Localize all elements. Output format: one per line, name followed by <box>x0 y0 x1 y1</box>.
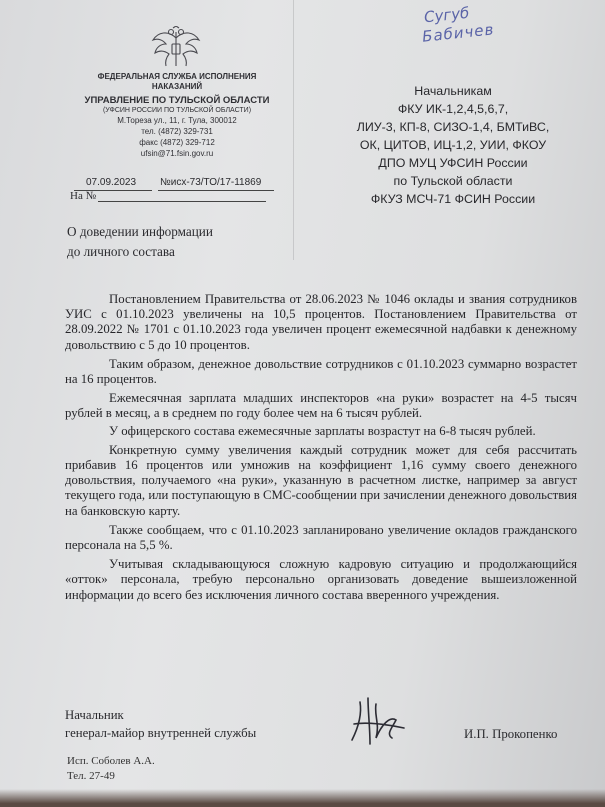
letter-body <box>65 292 577 607</box>
handwritten-note-line-2: Бабичев <box>421 20 496 46</box>
addressee-line: по Тульской области <box>393 174 513 188</box>
letterhead-org: ФЕДЕРАЛЬНАЯ СЛУЖБА ИСПОЛНЕНИЯ НАКАЗАНИЙ <box>97 72 257 91</box>
letterhead-department-short: (УФСИН РОССИИ ПО ТУЛЬСКОЙ ОБЛАСТИ) <box>102 107 252 114</box>
position-line-2: генерал-майор внутренней службы <box>65 726 257 740</box>
handwritten-note <box>420 4 540 52</box>
addressee-line: ФКУЗ МСЧ-71 ФСИН России <box>370 192 536 206</box>
position-line-1: Начальник <box>65 708 124 722</box>
letterhead-phone: тел. (4872) 329-731 <box>141 127 213 136</box>
letterhead-address: М.Тореза ул., 11, г. Тула, 300012 <box>117 116 237 125</box>
paper-fold <box>293 0 294 260</box>
reply-to-line <box>70 190 266 202</box>
document-number: №исх-73/ТО/17-11869 <box>160 177 262 188</box>
paragraph: У офицерского состава ежемесячные зарплаты возрастут на 6-8 тысяч рублей. <box>109 423 536 438</box>
document-date: 07.09.2023 <box>86 177 137 188</box>
double-headed-eagle-emblem-icon <box>150 26 202 70</box>
paragraph: Также сообщаем, что с 01.10.2023 запланировано увеличение окладов гражданского персонала на 5,5 %. <box>65 522 577 553</box>
addressee-line: ДПО МУЦ УФСИН России <box>378 156 528 170</box>
reply-to-label: На № <box>70 190 97 202</box>
addressee-line: ЛИУ-3, КП-8, СИЗО-1,4, БМТиВС, <box>356 120 550 134</box>
subject-line: до личного состава <box>67 244 175 259</box>
executor-info <box>67 754 155 784</box>
paragraph: Конкретную сумму увеличения каждый сотрудник может для себя рассчитать прибавив 16 процентов или умножив на коэффициент 1,16 сумму своего денежного довольствия, получаемого «на руки», указанную в расчетном листке, например за август текущего года, или поступающую в СМС-сообщении при зачислении денежного довольствия на банковскую карту. <box>65 442 577 518</box>
addressee-line: Начальникам <box>414 84 492 98</box>
handwritten-note-line-1: Сугуб <box>423 3 471 27</box>
executor-phone: Тел. 27-49 <box>67 770 115 782</box>
reply-to-underline <box>98 201 266 202</box>
letterhead-fax: факс (4872) 329-712 <box>139 138 215 147</box>
addressee-line: ФКУ ИК-1,2,4,5,6,7, <box>397 102 509 116</box>
signatory-name: И.П. Прокопенко <box>464 727 558 741</box>
subject <box>67 222 213 262</box>
signatory-position <box>65 706 256 742</box>
addressee-line: ОК, ЦИТОВ, ИЦ-1,2, УИИ, ФКОУ <box>359 138 547 152</box>
signature-icon <box>346 694 426 748</box>
paragraph: Таким образом, денежное довольствие сотрудников с 01.10.2023 суммарно возрастет на 16 процентов. <box>65 356 577 387</box>
paragraph: Ежемесячная зарплата младших инспекторов «на руки» возрастет на 4-5 тысяч рублей в месяц, а в среднем по году более чем на 6 тысяч рублей. <box>65 391 577 421</box>
table-surface-edge <box>0 789 605 807</box>
executor-name: Исп. Соболев А.А. <box>67 755 155 767</box>
paragraph: Учитывая складывающуюся сложную кадровую ситуацию и продолжающийся «отток» персонала, требую персонально организовать доведение вышеизложенной информации до всего без исключения личного состава вверенного учреждения. <box>65 557 577 602</box>
paragraph: Постановлением Правительства от 28.06.2023 № 1046 оклады и звания сотрудников УИС с 01.10.2023 увеличены на 10,5 процентов. Постановлением Правительства от 28.09.2022 № 1701 с 01.10.2023 года увеличен процент ежемесячной надбавки к денежному довольствию с 5 до 10 процентов. <box>65 292 577 352</box>
addressee-block <box>318 82 588 208</box>
letterhead-department: УПРАВЛЕНИЕ ПО ТУЛЬСКОЙ ОБЛАСТИ <box>84 95 270 106</box>
letterhead-email: ufsin@71.fsin.gov.ru <box>140 149 214 158</box>
letterhead <box>74 72 280 159</box>
subject-line: О доведении информации <box>67 224 213 239</box>
